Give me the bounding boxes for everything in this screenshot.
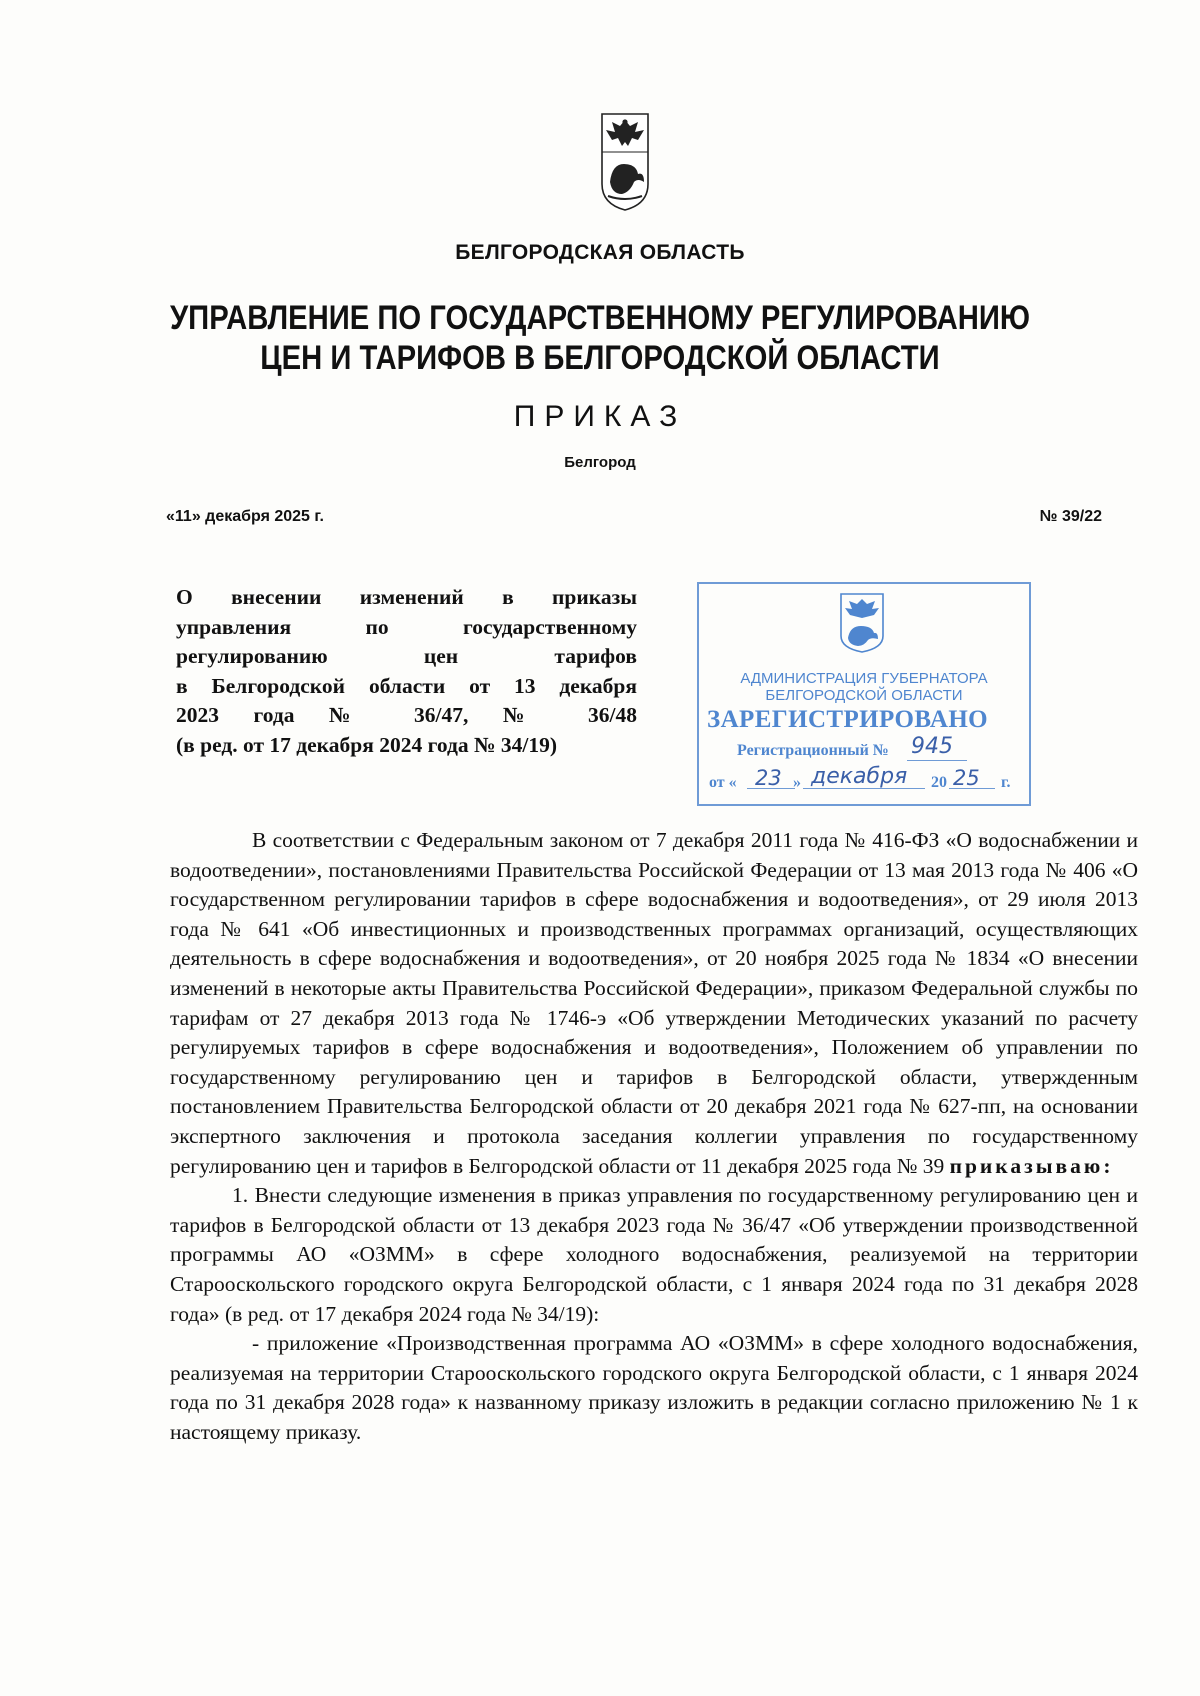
- order-date: «11» декабря 2025 г.: [166, 508, 324, 525]
- agency-title: [84, 298, 1116, 378]
- stamp-year-suffix: г.: [1001, 774, 1011, 791]
- city: Белгород: [564, 454, 636, 471]
- agency-title-line2: ЦЕН И ТАРИФОВ В БЕЛГОРОДСКОЙ ОБЛАСТИ: [260, 339, 940, 377]
- order-number: № 39/22: [1039, 508, 1102, 525]
- subject-line: 2023 года № 36/47, № 36/48: [176, 703, 637, 728]
- stamp-day: 23: [755, 766, 782, 790]
- subject-line: О внесении изменений в приказы: [176, 585, 637, 609]
- stamp-org-line2: БЕЛГОРОДСКОЙ ОБЛАСТИ: [765, 687, 963, 704]
- stamp-year: 25: [953, 766, 980, 790]
- preamble-paragraph: [170, 826, 1138, 1181]
- stamp-reg-number: 945: [911, 734, 953, 759]
- stamp-year-underline: [949, 788, 995, 789]
- stamp-number-underline: [907, 760, 967, 761]
- stamp-organization: [699, 670, 1029, 704]
- subject-line: в Белгородской области от 13 декабря: [176, 673, 637, 698]
- stamp-year-prefix: 20: [931, 774, 947, 791]
- registration-stamp: [697, 582, 1031, 806]
- subject-line: управления по государственному: [176, 614, 637, 639]
- stamp-date-prefix: от «: [709, 774, 737, 791]
- item-1-subitem-paragraph: - приложение «Производственная программа АО «ОЗММ» в сфере холодного водоснабжения, реализуемая на территории Старооскольского городского округа Белгородской области, с 1 января 2024 года по 31 декабря 2028 года» к названному приказу изложить в редакции согласно приложению № 1 к настоящему приказу.: [170, 1331, 1138, 1444]
- order-subject: [176, 583, 637, 761]
- item-1-paragraph: 1. Внести следующие изменения в приказ управления по государственному регулированию цен и тарифов в Белгородской области от 13 декабря 2023 года № 36/47 «Об утверждении производственной программы АО «ОЗММ» в сфере холодного водоснабжения, реализуемой на территории Старооскольского городского округа Белгородской области, с 1 января 2024 года по 31 декабря 2028 года» (в ред. от 17 декабря 2024 года № 34/19):: [170, 1183, 1138, 1326]
- stamp-registered: ЗАРЕГИСТРИРОВАНО: [707, 706, 989, 733]
- stamp-day-underline: [747, 788, 795, 789]
- document-type: ПРИКАЗ: [513, 400, 687, 433]
- stamp-org-line1: АДМИНИСТРАЦИЯ ГУБЕРНАТОРА: [740, 670, 988, 687]
- subject-line: регулированию цен тарифов: [176, 644, 637, 669]
- stamp-reg-label: Регистрационный №: [737, 742, 889, 759]
- agency-title-line1: УПРАВЛЕНИЕ ПО ГОСУДАРСТВЕННОМУ РЕГУЛИРОВАНИЮ: [169, 299, 1031, 337]
- stamp-emblem-icon: [839, 592, 885, 654]
- stamp-date-mid: »: [793, 774, 801, 791]
- order-word: приказываю:: [949, 1153, 1114, 1178]
- stamp-month-underline: [803, 788, 925, 789]
- preamble-text: В соответствии с Федеральным законом от 7 декабря 2011 года № 416-ФЗ «О водоснабжении и водоотведении», постановлениями Правительства Российской Федерации от 13 мая 2013 года № 406 «О государственном регулировании тарифов в сфере водоснабжения и водоотведения», от 29 июля 2013 года № 641 «Об инвестиционных и производственных программах организаций, осуществляющих деятельность в сфере водоснабжения и водоотведения», от 20 ноября 2025 года № 1834 «О внесении изменений в некоторые акты Правительства Российской Федерации», приказом Федеральной службы по тарифам от 27 декабря 2013 года № 1746-э «Об утверждении Методических указаний по расчету регулируемых тарифов в сфере водоснабжения и водоотведения», Положением об управлении по государственному регулированию цен и тарифов в Белгородской области, утвержденным постановлением Правительства Белгородской области от 20 декабря 2021 года № 627-пп, на основании экспертного заключения и протокола заседания коллегии управления по государственному регулированию цен и тарифов в Белгородской области от 11 декабря 2025 года № 39: [170, 828, 1138, 1178]
- order-body: [170, 826, 1138, 1447]
- region-title: БЕЛГОРОДСКАЯ ОБЛАСТЬ: [455, 241, 745, 264]
- stamp-month: декабря: [811, 764, 908, 789]
- coat-of-arms-emblem: [600, 112, 650, 212]
- subject-line: (в ред. от 17 декабря 2024 года № 34/19): [176, 732, 558, 757]
